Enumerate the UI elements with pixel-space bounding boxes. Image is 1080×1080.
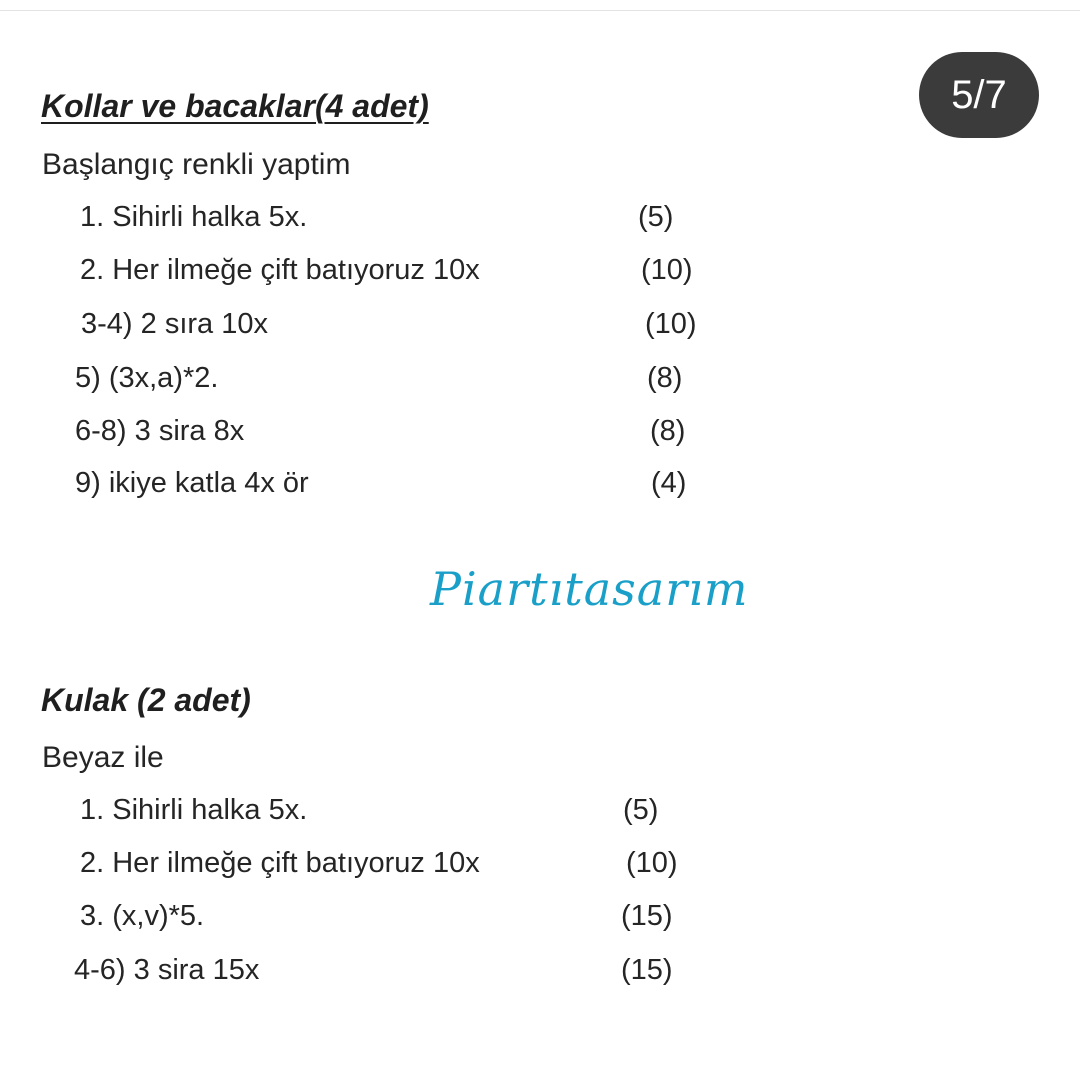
page-indicator-badge: 5/7 — [919, 52, 1039, 138]
step-text: 6-8) 3 sira 8x — [75, 415, 245, 447]
step-count: (8) — [647, 362, 683, 394]
step-count: (8) — [650, 415, 686, 447]
step-text: 2. Her ilmeğe çift batıyoruz 10x — [80, 847, 480, 879]
step-text: 4-6) 3 sira 15x — [74, 954, 260, 986]
step-text: 3. (x,v)*5. — [80, 900, 205, 932]
step-count: (5) — [638, 201, 674, 233]
top-divider — [0, 10, 1080, 11]
watermark-logo: Piartıtasarım — [430, 562, 749, 616]
step-text: 2. Her ilmeğe çift batıyoruz 10x — [80, 254, 480, 286]
step-count: (10) — [645, 308, 697, 340]
step-text: 1. Sihirli halka 5x. — [80, 201, 308, 233]
step-count: (10) — [626, 847, 678, 879]
step-count: (10) — [641, 254, 693, 286]
section-title-arms-legs: Kollar ve bacaklar(4 adet) — [41, 88, 429, 124]
section-title-ears: Kulak (2 adet) — [41, 682, 251, 718]
step-text: 1. Sihirli halka 5x. — [80, 794, 308, 826]
step-text: 3-4) 2 sıra 10x — [81, 308, 268, 340]
step-count: (15) — [621, 900, 673, 932]
step-text: 9) ikiye katla 4x ör — [75, 467, 309, 499]
section-intro-arms-legs: Başlangıç renkli yaptim — [42, 148, 351, 181]
step-count: (5) — [623, 794, 659, 826]
step-text: 5) (3x,a)*2. — [75, 362, 219, 394]
section-intro-ears: Beyaz ile — [42, 741, 164, 774]
step-count: (4) — [651, 467, 687, 499]
step-count: (15) — [621, 954, 673, 986]
